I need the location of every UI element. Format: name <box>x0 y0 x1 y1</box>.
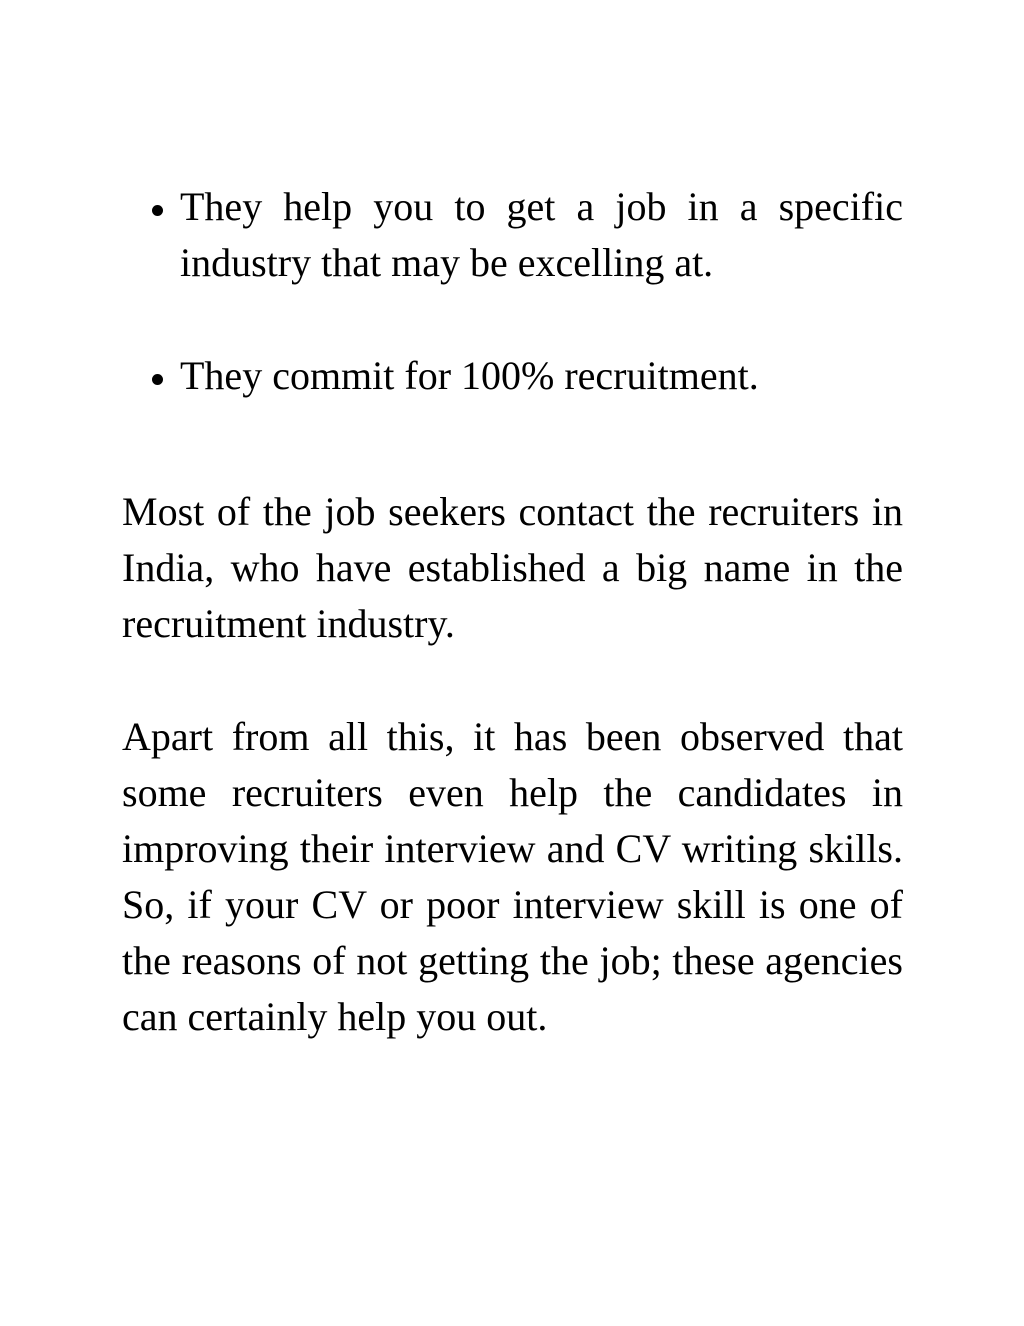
bullet-dot-icon <box>152 374 163 385</box>
bullet-text: They commit for 100% recruitment. <box>180 353 759 398</box>
bullet-list <box>122 179 903 404</box>
bullet-dot-icon <box>152 205 163 216</box>
spacer <box>122 652 903 709</box>
document-body <box>122 179 903 1045</box>
bullet-text: They help you to get a job in a specific industry that may be excelling at. <box>180 184 903 285</box>
spacer <box>122 404 903 484</box>
bullet-item <box>122 348 903 404</box>
paragraph: Most of the job seekers contact the recruiters in India, who have established a big name in the recruitment industry. <box>122 489 903 646</box>
paragraph: Apart from all this, it has been observed that some recruiters even help the candidates in improving their interview and CV writing skills. So, if your CV or poor interview skill is one of the reasons of not getting the job; these agencies can certainly help you out. <box>122 714 903 1039</box>
bullet-item <box>122 179 903 291</box>
